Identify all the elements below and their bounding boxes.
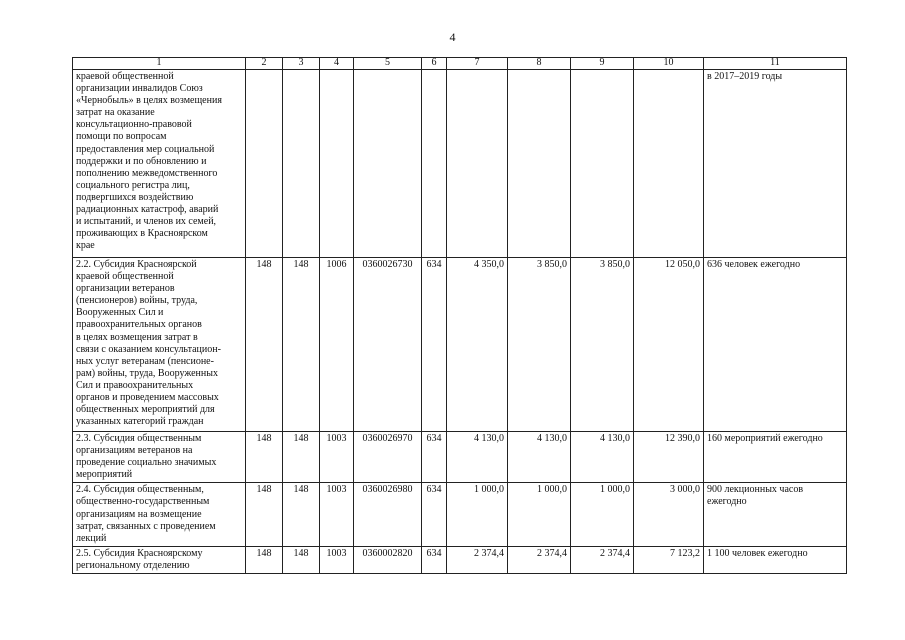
page-number: 4 <box>449 30 456 44</box>
cell-c3 <box>283 70 320 258</box>
column-header: 1 <box>73 58 246 70</box>
cell-c8: 4 130,0 <box>508 432 571 483</box>
budget-table <box>72 57 847 574</box>
cell-c7: 1 000,0 <box>447 483 508 546</box>
cell-c2: 148 <box>246 432 283 483</box>
cell-c10: 12 390,0 <box>634 432 704 483</box>
cell-c6: 634 <box>422 483 447 546</box>
column-header: 11 <box>704 58 847 70</box>
cell-c2: 148 <box>246 483 283 546</box>
cell-c6: 634 <box>422 432 447 483</box>
cell-c9: 4 130,0 <box>571 432 634 483</box>
table-row <box>73 70 847 258</box>
cell-c4: 1006 <box>320 258 354 432</box>
cell-c9: 2 374,4 <box>571 546 634 573</box>
cell-c2: 148 <box>246 258 283 432</box>
cell-c5 <box>354 70 422 258</box>
cell-c8: 1 000,0 <box>508 483 571 546</box>
cell-c4: 1003 <box>320 483 354 546</box>
column-header: 2 <box>246 58 283 70</box>
row-result: 1 100 человек ежегодно <box>704 546 847 573</box>
row-name: краевой общественной организации инвалидов Союз «Чернобыль» в целях возмещения затрат на оказание консультационно-правовой помощи по вопросам предоставления мер социальной поддержки и по обновлению и пополнению межведомственного социального регистра лиц, подвергшихся воздействию радиационных катастроф, аварий и испытаний, и членов их семей, проживающих в Красноярском крае <box>73 70 246 258</box>
cell-c8: 2 374,4 <box>508 546 571 573</box>
cell-c4: 1003 <box>320 432 354 483</box>
table-row <box>73 258 847 432</box>
cell-c9: 3 850,0 <box>571 258 634 432</box>
cell-c9: 1 000,0 <box>571 483 634 546</box>
table-row <box>73 546 847 573</box>
cell-c10: 3 000,0 <box>634 483 704 546</box>
cell-c8: 3 850,0 <box>508 258 571 432</box>
cell-c7: 4 350,0 <box>447 258 508 432</box>
column-header: 5 <box>354 58 422 70</box>
cell-c3: 148 <box>283 546 320 573</box>
row-name: 2.2. Субсидия Красноярской краевой общественной организации ветеранов (пенсионеров) войны, труда, Вооруженных Сил и правоохранительных органов в целях возмещения затрат в связи с оказанием консультацион- ных услуг ветеранам (пенсионе- рам) войны, труда, Вооруженных Сил и правоохранительных органов и проведением массовых общественных мероприятий для указанных категорий граждан <box>73 258 246 432</box>
column-header: 8 <box>508 58 571 70</box>
row-result: в 2017–2019 годы <box>704 70 847 258</box>
cell-c6: 634 <box>422 258 447 432</box>
cell-c10: 7 123,2 <box>634 546 704 573</box>
cell-c7: 2 374,4 <box>447 546 508 573</box>
cell-c2: 148 <box>246 546 283 573</box>
cell-c6 <box>422 70 447 258</box>
cell-c5: 0360026980 <box>354 483 422 546</box>
row-result: 900 лекционных часов ежегодно <box>704 483 847 546</box>
cell-c6: 634 <box>422 546 447 573</box>
cell-c3: 148 <box>283 432 320 483</box>
cell-c10: 12 050,0 <box>634 258 704 432</box>
header-row <box>73 58 847 70</box>
cell-c4 <box>320 70 354 258</box>
row-result: 160 мероприятий ежегодно <box>704 432 847 483</box>
column-header: 4 <box>320 58 354 70</box>
cell-c10 <box>634 70 704 258</box>
column-header: 10 <box>634 58 704 70</box>
row-name: 2.3. Субсидия общественным организациям ветеранов на проведение социально значимых мероприятий <box>73 432 246 483</box>
cell-c5: 0360026970 <box>354 432 422 483</box>
cell-c7: 4 130,0 <box>447 432 508 483</box>
cell-c5: 0360026730 <box>354 258 422 432</box>
cell-c8 <box>508 70 571 258</box>
table-row <box>73 483 847 546</box>
column-header: 6 <box>422 58 447 70</box>
cell-c4: 1003 <box>320 546 354 573</box>
table-row <box>73 432 847 483</box>
cell-c2 <box>246 70 283 258</box>
column-header: 7 <box>447 58 508 70</box>
row-name: 2.4. Субсидия общественным, общественно-государственным организациям на возмещение затрат, связанных с проведением лекций <box>73 483 246 546</box>
cell-c7 <box>447 70 508 258</box>
row-name: 2.5. Субсидия Красноярскому региональному отделению <box>73 546 246 573</box>
cell-c5: 0360002820 <box>354 546 422 573</box>
column-header: 3 <box>283 58 320 70</box>
cell-c9 <box>571 70 634 258</box>
cell-c3: 148 <box>283 258 320 432</box>
cell-c3: 148 <box>283 483 320 546</box>
column-header: 9 <box>571 58 634 70</box>
row-result: 636 человек ежегодно <box>704 258 847 432</box>
